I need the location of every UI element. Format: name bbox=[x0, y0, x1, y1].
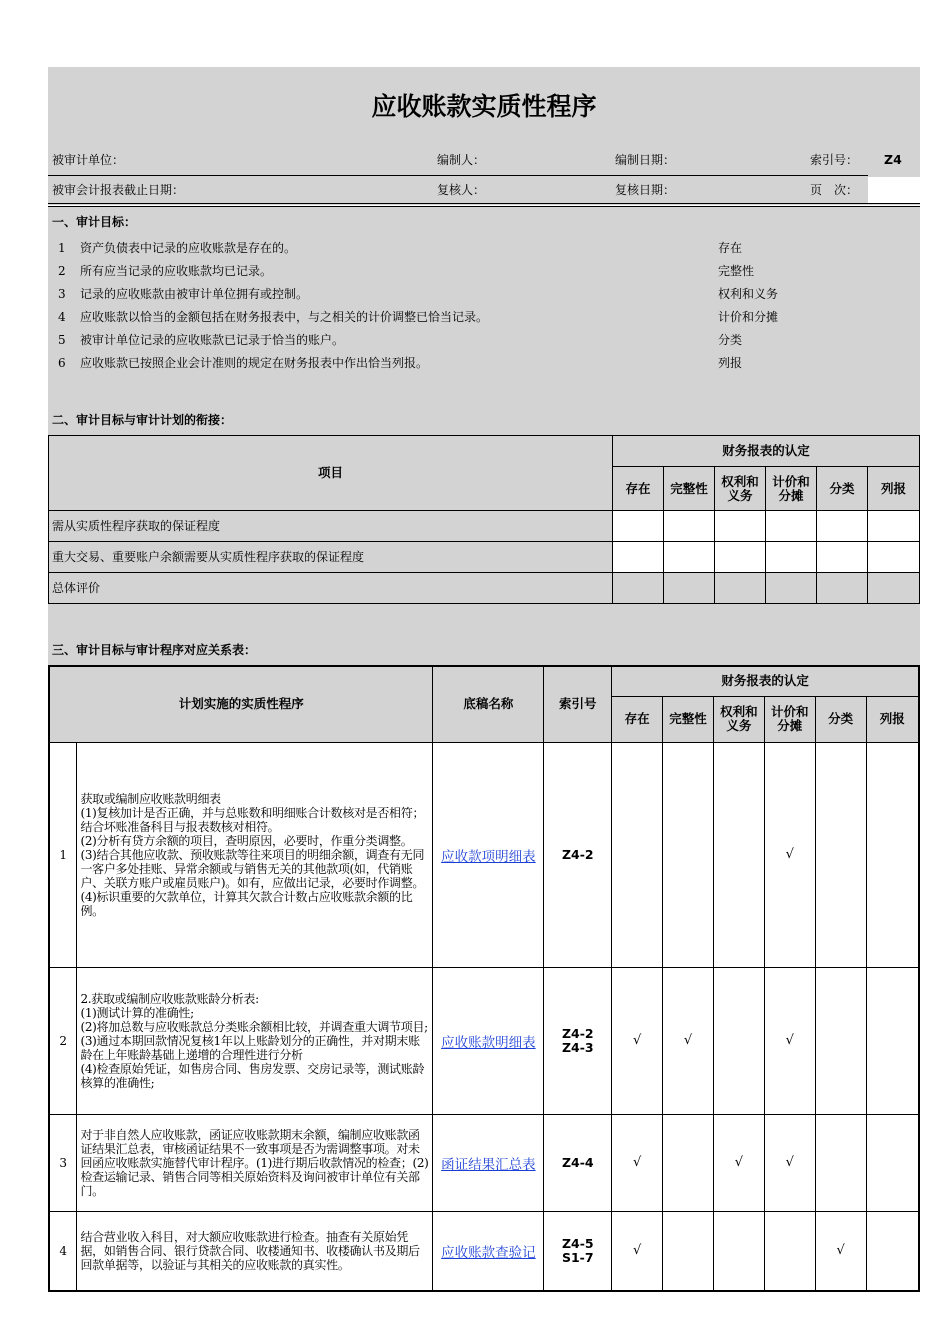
row-number: 3 bbox=[49, 1114, 77, 1211]
assertion-presentation-header: 列报 bbox=[868, 467, 920, 511]
assertion-existence-header: 存在 bbox=[612, 696, 663, 742]
check-rights[interactable] bbox=[713, 742, 764, 967]
index-ref: Z4-4 bbox=[544, 1114, 612, 1211]
plan-cell[interactable] bbox=[766, 542, 817, 573]
worksheet bbox=[48, 67, 920, 1293]
plan-cell[interactable] bbox=[613, 542, 664, 573]
review-date-label: 复核日期： bbox=[615, 183, 676, 197]
auditee-label: 被审计单位： bbox=[52, 153, 125, 167]
index-value: Z4 bbox=[884, 152, 902, 167]
section2-title: 二、审计目标与审计计划的衔接： bbox=[52, 413, 233, 427]
check-classification[interactable] bbox=[815, 742, 866, 967]
check-classification[interactable] bbox=[815, 967, 866, 1114]
workpaper-link[interactable]: 应收账款查验记 bbox=[433, 1211, 544, 1291]
plan-cell[interactable] bbox=[613, 573, 664, 604]
plan-cell[interactable] bbox=[664, 542, 715, 573]
item-header: 项目 bbox=[49, 436, 613, 511]
assertion-classification-header: 分类 bbox=[815, 696, 866, 742]
plan-cell[interactable] bbox=[766, 511, 817, 542]
index-ref: Z4-2 bbox=[544, 742, 612, 967]
workpaper-link[interactable]: 应收款项明细表 bbox=[433, 742, 544, 967]
procedure-text: 结合营业收入科目，对大额应收账款进行检查。抽查有关原始凭据，如销售合同、银行贷款合同、收楼通知书、收楼确认书及期后回款单据等，以验证与其相关的应收账款的真实性。 bbox=[77, 1211, 433, 1291]
plan-cell[interactable] bbox=[766, 573, 817, 604]
table-row bbox=[49, 967, 919, 1114]
plan-cell[interactable] bbox=[817, 542, 868, 573]
assertion-presentation-header: 列报 bbox=[866, 696, 919, 742]
check-presentation[interactable] bbox=[866, 1211, 919, 1291]
index-ref: Z4-2 Z4-3 bbox=[544, 967, 612, 1114]
section1-title: 一、审计目标： bbox=[52, 215, 137, 229]
page-title: 应收账款实质性程序 bbox=[371, 92, 597, 121]
check-presentation[interactable] bbox=[866, 967, 919, 1114]
check-presentation[interactable] bbox=[866, 1114, 919, 1211]
check-completeness[interactable] bbox=[663, 742, 714, 967]
procedure-header: 计划实施的实质性程序 bbox=[49, 666, 433, 742]
check-presentation[interactable] bbox=[866, 742, 919, 967]
assertion-existence-header: 存在 bbox=[613, 467, 664, 511]
row-number: 2 bbox=[49, 967, 77, 1114]
assertion-rights-header: 权利和 义务 bbox=[713, 696, 764, 742]
assertion-group-header: 财务报表的认定 bbox=[612, 666, 919, 696]
index-label: 索引号： bbox=[810, 153, 859, 167]
check-valuation[interactable]: √ bbox=[764, 1114, 815, 1211]
procedure-table bbox=[48, 665, 920, 1292]
plan-cell[interactable] bbox=[817, 573, 868, 604]
assertion-group-header: 财务报表的认定 bbox=[613, 436, 920, 467]
objective-text: 资产负债表中记录的应收账款是存在的。 bbox=[80, 241, 297, 255]
row-number: 4 bbox=[49, 1211, 77, 1291]
plan-cell[interactable] bbox=[868, 573, 920, 604]
plan-cell[interactable] bbox=[868, 542, 920, 573]
assertion-completeness-header: 完整性 bbox=[663, 696, 714, 742]
procedure-text: 获取或编制应收账款明细表 (1)复核加计是否正确，并与总账数和明细账合计数核对是否相符；结合坏账准备科目与报表数核对相符。 (2)分析有贷方余额的项目，查明原因，必要时，作重分类调整。 (3)结合其他应收款、预收账款等往来项目的明细余额，调查有无同一客户多处挂账、异常余额或与销售无关的其他款项(如，代销账户、关联方账户或雇员账户)。如有，应做出记录，必要时作调整。 (4)标识重要的欠款单位，计算其欠款合计数占应收账款余额的比例。 bbox=[77, 742, 433, 967]
index-ref: Z4-5 S1-7 bbox=[544, 1211, 612, 1291]
check-rights[interactable] bbox=[713, 1211, 764, 1291]
check-classification[interactable]: √ bbox=[815, 1211, 866, 1291]
check-rights[interactable]: √ bbox=[713, 1114, 764, 1211]
plan-cell[interactable] bbox=[664, 573, 715, 604]
plan-cell[interactable] bbox=[613, 511, 664, 542]
objective-text: 记录的应收账款由被审计单位拥有或控制。 bbox=[80, 287, 309, 301]
workpaper-header: 底稿名称 bbox=[433, 666, 544, 742]
divider bbox=[48, 203, 920, 204]
prep-date-label: 编制日期： bbox=[615, 153, 676, 167]
objective-no: 1 bbox=[58, 241, 66, 255]
assertion-completeness-header: 完整性 bbox=[664, 467, 715, 511]
plan-row-label: 重大交易、重要账户余额需要从实质性程序获取的保证程度 bbox=[49, 542, 613, 573]
workpaper-link[interactable]: 函证结果汇总表 bbox=[433, 1114, 544, 1211]
table-row bbox=[49, 1114, 919, 1211]
objective-assertion: 完整性 bbox=[718, 264, 755, 278]
assertion-valuation-header: 计价和 分摊 bbox=[764, 696, 815, 742]
objective-text: 所有应当记录的应收账款均已记录。 bbox=[80, 264, 273, 278]
objective-assertion: 计价和分摊 bbox=[718, 310, 779, 324]
objective-no: 3 bbox=[58, 287, 66, 301]
objective-assertion: 分类 bbox=[718, 333, 743, 347]
objective-text: 被审计单位记录的应收账款已记录于恰当的账户。 bbox=[80, 333, 345, 347]
check-existence[interactable]: √ bbox=[612, 1114, 663, 1211]
page-number-cell[interactable] bbox=[868, 177, 920, 203]
objective-text: 应收账款以恰当的金额包括在财务报表中，与之相关的计价调整已恰当记录。 bbox=[80, 310, 489, 324]
report-date-label: 被审会计报表截止日期： bbox=[52, 183, 185, 197]
plan-cell[interactable] bbox=[817, 511, 868, 542]
check-existence[interactable]: √ bbox=[612, 967, 663, 1114]
assertion-valuation-header: 计价和 分摊 bbox=[766, 467, 817, 511]
audit-plan-table bbox=[48, 435, 920, 604]
objective-assertion: 权利和义务 bbox=[718, 287, 779, 301]
section3-title: 三、审计目标与审计程序对应关系表： bbox=[52, 643, 257, 657]
objective-no: 5 bbox=[58, 333, 66, 347]
assertion-classification-header: 分类 bbox=[817, 467, 868, 511]
row-number: 1 bbox=[49, 742, 77, 967]
divider bbox=[48, 175, 868, 176]
plan-cell[interactable] bbox=[715, 573, 766, 604]
table-row bbox=[49, 742, 919, 967]
check-valuation[interactable]: √ bbox=[764, 967, 815, 1114]
check-existence[interactable]: √ bbox=[612, 1211, 663, 1291]
reviewer-label: 复核人： bbox=[437, 183, 486, 197]
procedure-text: 2.获取或编制应收账款账龄分析表: (1)测试计算的准确性; (2)将加总数与应收账款总分类账余额相比较，并调查重大调节项目; (3)通过本期回款情况复核1年以上账龄划分的正确性，并对期末账龄在上年账龄基础上递增的合理性进行分析 (4)检查原始凭证，如售房合同、售房发票、交房记录等，测试账龄核算的准确性; bbox=[77, 967, 433, 1114]
objective-assertion: 存在 bbox=[718, 241, 743, 255]
objective-assertion: 列报 bbox=[718, 356, 743, 370]
objective-no: 4 bbox=[58, 310, 66, 324]
procedure-text: 对于非自然人应收账款，函证应收账款期末余额，编制应收账款函证结果汇总表，审核函证结果不一致事项是否为需调整事项。对未回函应收账款实施替代审计程序。(1)进行期后收款情况的检查；(2)检查运输记录、销售合同等相关原始资料及询问被审计单位有关部门。 bbox=[77, 1114, 433, 1211]
check-existence[interactable] bbox=[612, 742, 663, 967]
check-completeness[interactable]: √ bbox=[663, 967, 714, 1114]
index-header: 索引号 bbox=[544, 666, 612, 742]
plan-cell[interactable] bbox=[664, 511, 715, 542]
check-valuation[interactable] bbox=[764, 1211, 815, 1291]
check-rights[interactable] bbox=[713, 967, 764, 1114]
plan-row-label: 总体评价 bbox=[49, 573, 613, 604]
plan-row-label: 需从实质性程序获取的保证程度 bbox=[49, 511, 613, 542]
objective-no: 6 bbox=[58, 356, 66, 370]
plan-cell[interactable] bbox=[715, 542, 766, 573]
workpaper-link[interactable]: 应收账款明细表 bbox=[433, 967, 544, 1114]
check-completeness[interactable] bbox=[663, 1114, 714, 1211]
check-classification[interactable] bbox=[815, 1114, 866, 1211]
page-label: 页 次： bbox=[810, 183, 859, 197]
plan-cell[interactable] bbox=[715, 511, 766, 542]
check-completeness[interactable] bbox=[663, 1211, 714, 1291]
objective-text: 应收账款已按照企业会计准则的规定在财务报表中作出恰当列报。 bbox=[80, 356, 429, 370]
objective-no: 2 bbox=[58, 264, 66, 278]
check-valuation[interactable]: √ bbox=[764, 742, 815, 967]
preparer-label: 编制人： bbox=[437, 153, 486, 167]
plan-cell[interactable] bbox=[868, 511, 920, 542]
table-row bbox=[49, 1211, 919, 1291]
assertion-rights-header: 权利和 义务 bbox=[715, 467, 766, 511]
